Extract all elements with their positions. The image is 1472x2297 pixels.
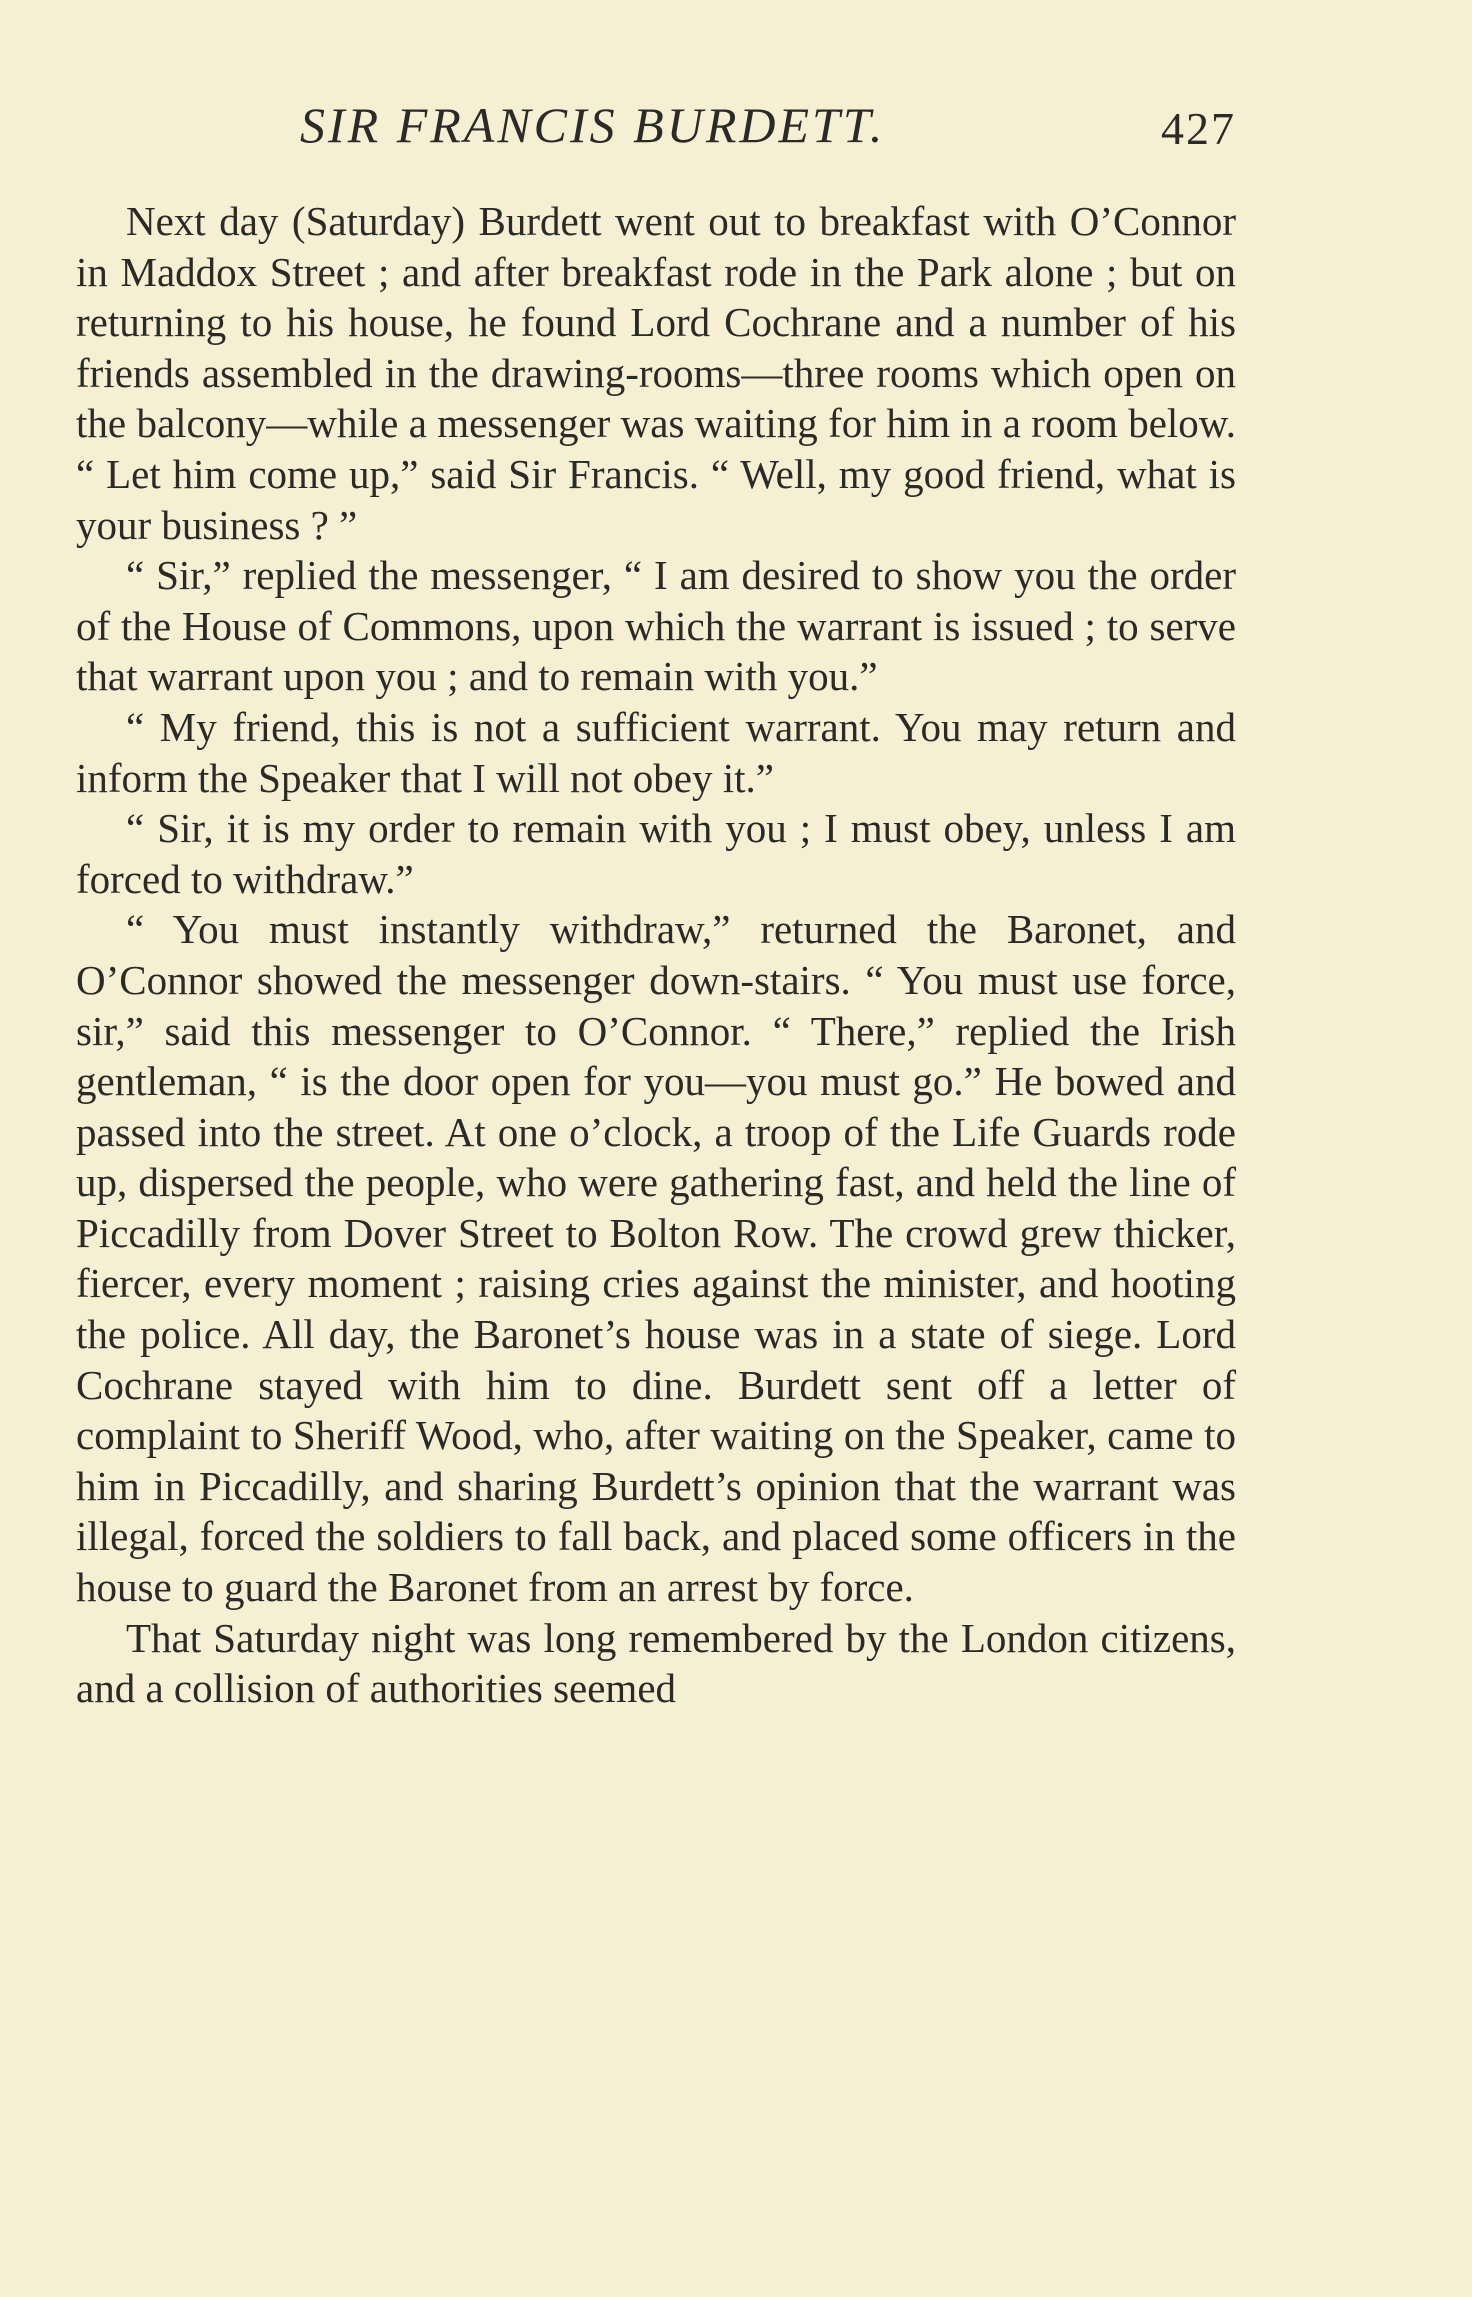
page-number: 427	[1161, 103, 1236, 154]
paragraph: Next day (Saturday) Burdett went out to breakfast with O’Connor in Maddox Street ; and after breakfast rode in the Park alone ; but on returning to his house, he found Lord Cochrane and a number of his friends assembled in the drawing-rooms—three rooms which open on the balcony—while a messenger was waiting for him in a room below. “ Let him come up,” said Sir Francis. “ Well, my good friend, what is your business ? ”	[76, 198, 1236, 548]
paragraph: That Saturday night was long remembered by the London citizens, and a collision of authorities seemed	[76, 1614, 1236, 1712]
paragraph: “ You must instantly withdraw,” returned the Baronet, and O’Connor showed the messenger down-stairs. “ You must use force, sir,” said this messenger to O’Connor. “ There,” replied the Irish gentleman, “ is the door open for you—you must go.” He bowed and passed into the street. At one o’clock, a troop of the Life Guards rode up, dispersed the people, who were gathering fast, and held the line of Piccadilly from Dover Street to Bolton Row. The crowd grew thicker, fiercer, every moment ; raising cries against the minister, and hooting the police. All day, the Baronet’s house was in a state of siege. Lord Cochrane stayed with him to dine. Burdett sent off a letter of complaint to Sheriff Wood, who, after waiting on the Speaker, came to him in Piccadilly, and sharing Burdett’s opinion that the warrant was illegal, forced the soldiers to fall back, and placed some officers in the house to guard the Baronet from an arrest by force.	[76, 906, 1236, 1611]
running-title: SIR FRANCIS BURDETT.	[300, 97, 886, 153]
body-text	[76, 196, 1236, 1714]
paragraph: “ My friend, this is not a sufficient warrant. You may return and inform the Speaker that I will not obey it.”	[76, 703, 1236, 801]
paragraph: “ Sir,” replied the messenger, “ I am desired to show you the order of the House of Commons, upon which the warrant is issued ; to serve that warrant upon you ; and to remain with you.”	[76, 552, 1236, 700]
running-head	[76, 96, 1236, 160]
paragraph: “ Sir, it is my order to remain with you ; I must obey, unless I am forced to withdraw.”	[76, 805, 1236, 902]
